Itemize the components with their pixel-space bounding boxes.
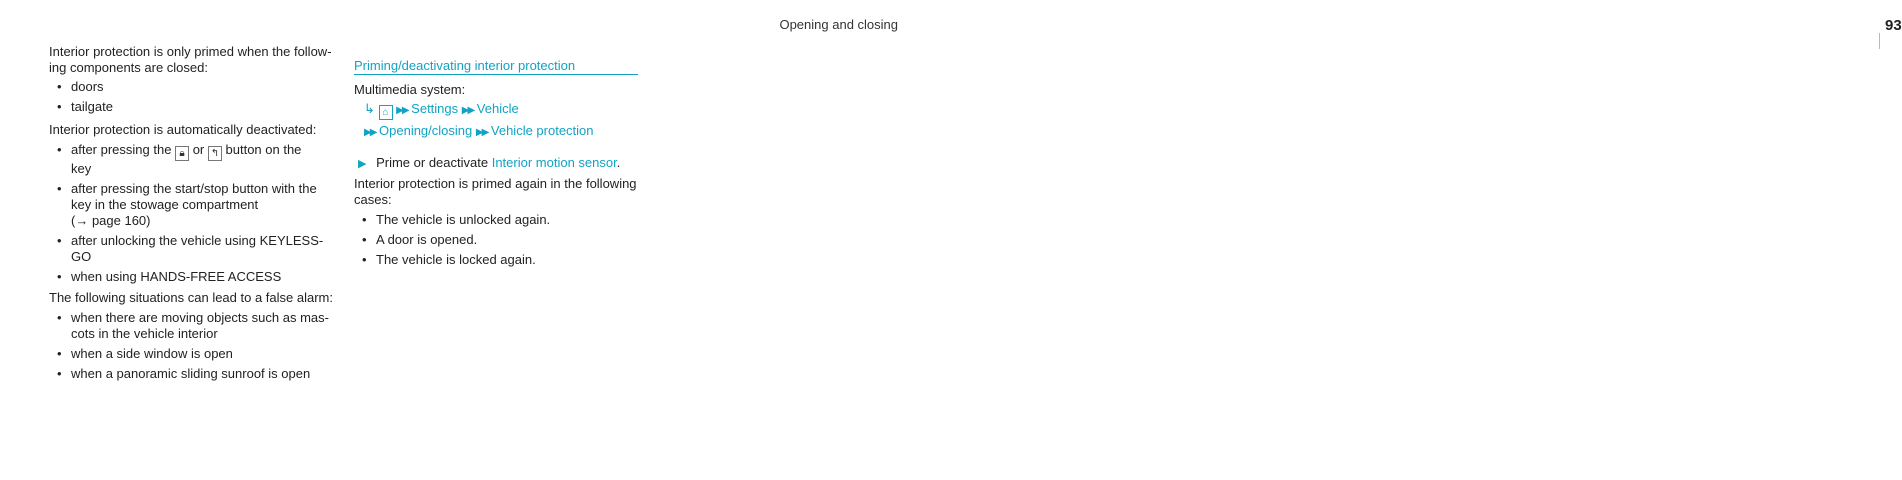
list-item: • after unlocking the vehicle using KEYLESS-GO bbox=[49, 233, 339, 265]
list-item: • The vehicle is unlocked again. bbox=[354, 212, 644, 232]
page-reference: (→ page 160) bbox=[71, 213, 151, 228]
header-divider bbox=[1879, 33, 1880, 49]
list-item: • tailgate bbox=[49, 99, 339, 119]
nav-arrow-icon: ↳ bbox=[364, 101, 375, 116]
nav-arrow-icon: ▶▶ bbox=[475, 127, 488, 138]
nav-path-2 bbox=[354, 123, 644, 141]
list-item: • after pressing the 🔒︎ or ↰ button on the key bbox=[49, 142, 339, 177]
tailgate-icon: ↰ bbox=[208, 146, 222, 161]
section-rule bbox=[354, 74, 638, 75]
list-item: • when using HANDS-FREE ACCESS bbox=[49, 269, 339, 285]
false-alarm-text: The following situations can lead to a false alarm: bbox=[49, 290, 333, 305]
list-item: • after pressing the start/stop button with the key in the stowage compartment (→ page 160) bbox=[49, 181, 339, 229]
list-item: • when a side window is open bbox=[49, 346, 339, 362]
lock-icon: 🔒︎ bbox=[175, 146, 189, 161]
page-number: 93 bbox=[1885, 17, 1902, 34]
interior-motion-sensor-link[interactable]: Interior motion sensor bbox=[491, 155, 617, 170]
action-step: ▶ Prime or deactivate Interior motion sensor. bbox=[358, 155, 621, 170]
nav-arrow-icon: ▶▶ bbox=[396, 105, 408, 116]
list-item: • A door is opened. bbox=[354, 232, 644, 252]
system-label: Multimedia system: bbox=[354, 82, 466, 97]
nav-opening-closing[interactable]: Opening/closing bbox=[379, 123, 473, 138]
nav-arrow-icon: ▶▶ bbox=[461, 105, 474, 116]
list-item: • when there are moving objects such as mas- cots in the vehicle interior bbox=[49, 310, 339, 342]
right-column bbox=[354, 58, 644, 74]
list-item: • when a panoramic sliding sunroof is open bbox=[49, 366, 339, 382]
nav-vehicle[interactable]: Vehicle bbox=[476, 101, 519, 116]
left-column bbox=[49, 44, 339, 382]
home-icon[interactable]: ⌂ bbox=[379, 105, 393, 120]
nav-path bbox=[354, 101, 644, 120]
nav-settings[interactable]: Settings bbox=[411, 101, 459, 116]
intro-text: Interior protection is only primed when the follow- ing components are closed: bbox=[49, 44, 332, 75]
primed-again-text: Interior protection is primed again in the following cases: bbox=[354, 176, 637, 207]
section-title: Priming/deactivating interior protection bbox=[354, 58, 576, 73]
list-item: • The vehicle is locked again. bbox=[354, 252, 644, 272]
nav-vehicle-protection[interactable]: Vehicle protection bbox=[490, 123, 594, 138]
play-triangle-icon: ▶ bbox=[358, 158, 367, 170]
list-item: • doors bbox=[49, 79, 339, 99]
nav-arrow-icon: ▶▶ bbox=[364, 127, 376, 138]
auto-deactivated-text: Interior protection is automatically deactivated: bbox=[49, 122, 317, 137]
right-body bbox=[354, 82, 644, 272]
chapter-title: Opening and closing bbox=[779, 17, 898, 32]
